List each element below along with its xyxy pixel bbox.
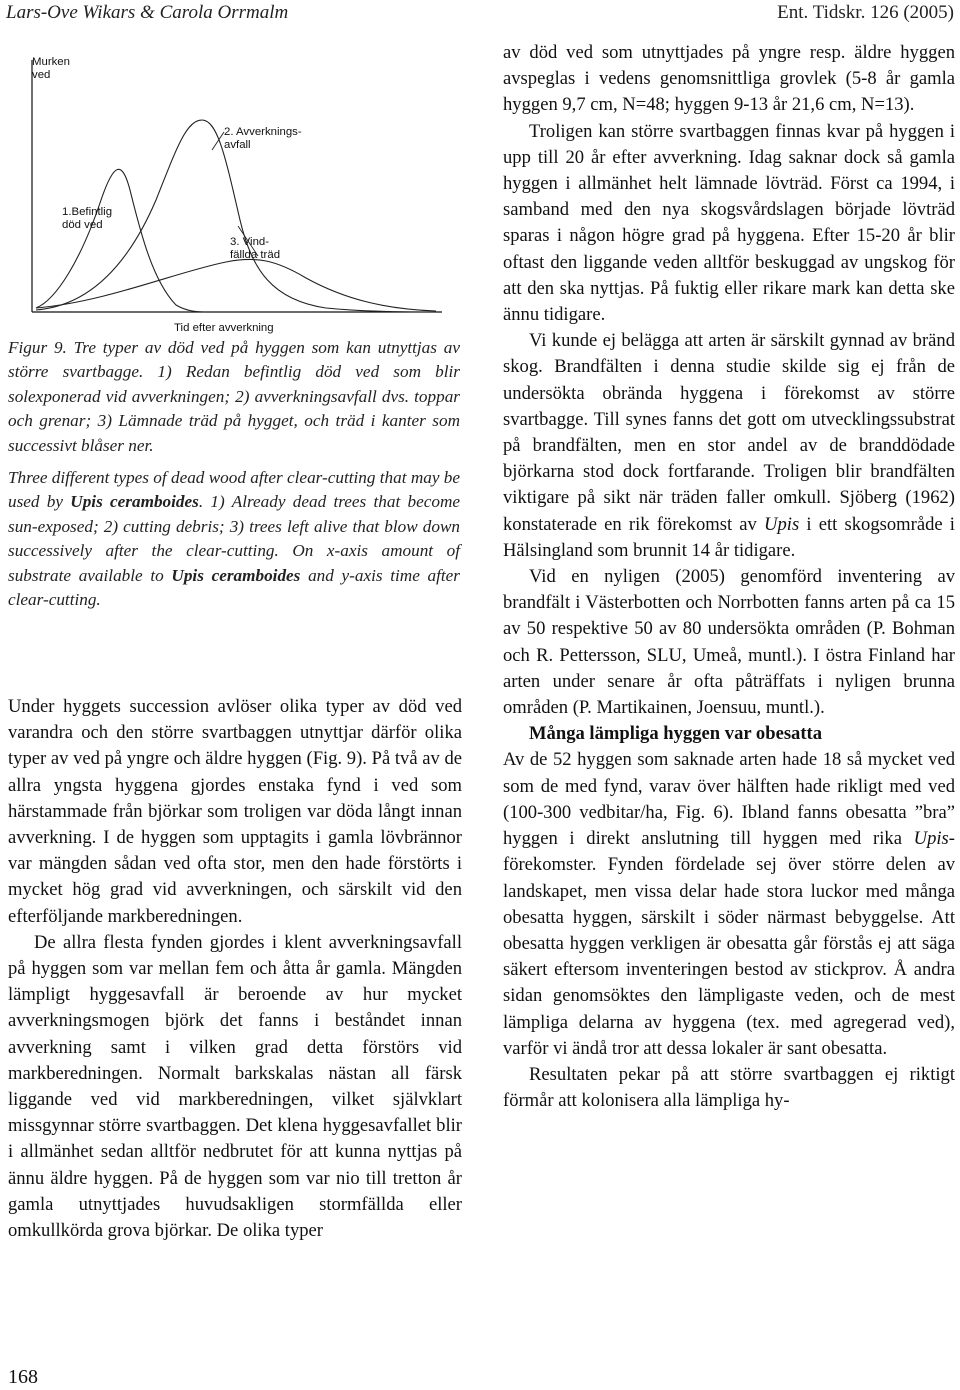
paragraph: Vid en nyligen (2005) genomförd inventering av brandfält i Västerbotten och Norrbotten fanns arten på ca 15 av 50 respektive 50 av 80 undersökta områden (P. Bohman och R. Pettersson, SLU, Umeå, muntl.). I östra Finland har arten under senare år ofta påträffats i nyligen brunna områden (P. Martikainen, Joensuu, muntl.). [503, 566, 955, 719]
paragraph: De allra flesta fynden gjordes i klent avverkningsavfall på hyggen som var mellan fem och åtta år gamla. Mängden lämpligt hyggesavfall är beroende av hur mycket avverkningsmogen björk det fanns i beståndet innan avverkning samt i vilken grad detta förstörs vid markberedningen. Normalt barkskalas nästan all färsk liggande ved vid markberedningen, vilket självklart missgynnar större svartbaggen. Det klena hyggesavfallet blir i allmänhet sedan alltför nedbrutet för att kunna nyttjas på ännu äldre hyggen. På de hyggen som var nio till tretton år gamla utnyttjades huvudsakligen stormfällda eller omkullkörda grova björkar. De olika typer [8, 931, 462, 1242]
left-column [8, 694, 462, 1244]
curve-3-label: 3. Vind- fällda träd [230, 236, 281, 261]
figure-9 [26, 50, 446, 340]
x-axis-label: Tid efter avverkning [174, 322, 274, 334]
figure-caption [8, 336, 460, 620]
figure-9-plot [26, 50, 446, 340]
section-heading: Många lämpliga hyggen var obesatta [529, 723, 823, 745]
curve-1-existing-dead-wood [36, 169, 206, 312]
curve-3-windthrown-trees [36, 259, 436, 311]
paragraph: Vi kunde ej belägga att arten är särskilt gynnad av bränd skog. Brandfälten i denna studie skilde sig ej från de undersökta obrända hyggena i förekomst av större svartbagge. Till synes fanns det gott om utvecklingssubstrat på brandfälten, men en stor andel av de branddödade björkarna stod dock fortfarande. Troligen blir brandfälten viktigare på sikt när träden faller omkull. Sjöberg (1962) konstaterade en rik förekomst av Upis i ett skogsområde i Hälsingland som brunnit 14 år tidigare. [503, 330, 955, 561]
paragraph: av död ved som utnyttjades på yngre resp. äldre hyggen avspeglas i vedens genomsnittliga grovlek (5-8 år gamla hyggen 9,7 cm, N=48; hyggen 9-13 år 21,6 cm, N=13). [503, 42, 955, 116]
paragraph: Resultaten pekar på att större svartbaggen ej riktigt förmår att kolonisera alla lämpliga hy- [503, 1063, 955, 1112]
page-number: 168 [8, 1366, 38, 1388]
paragraph: Troligen kan större svartbaggen finnas kvar på hyggen i upp till 20 år efter avverkning. Idag saknar dock så gamla hyggen i allmänhet helt lämnade lövträd. Först ca 1994, i samband med den nya skogsvårdslagen började lövträd sparas i någon högre grad på hyggena. Efter 15-20 år blir oftast den liggande veden alltför beskuggad av ungskog för att den ska nyttjas. På fuktig eller rikare mark kan detta ske ännu tidigare. [503, 120, 955, 326]
paragraph: Under hyggets succession avlöser olika typer av död ved varandra och den större svartbaggen utnyttjar därför olika typer av ved på yngre och äldre hyggen (Fig. 9). På två av de allra yngsta hyggena gjordes enstaka fynd i ved som härstammade från björkar som troligen var döda långt innan avverkning. I de hyggen som upptagits i gamla lövbrännor var mängden sådan ved ofta stor, men den hade förstörts i mycket hög grad vid avverkningen, och särskilt vid den efterföljande markberedningen. [8, 696, 462, 927]
running-header-authors: Lars-Ove Wikars & Carola Orrmalm [6, 2, 289, 23]
caption-swedish: Figur 9. Tre typer av död ved på hyggen som kan utnyttjas av större svartbagge. 1) Redan befintlig död ved som blir solexponerad vid avverkningen; 2) avverkningsavfall dvs. toppar och grenar; 3) Lämnade träd på hygget, och träd i kanter som successivt blåser ner. [8, 338, 460, 455]
curve-1-label: 1.Befintlig död ved [62, 206, 113, 231]
running-header-journal: Ent. Tidskr. 126 (2005) [777, 2, 954, 23]
right-column [503, 40, 955, 1114]
curve-2-label: 2. Avverknings- avfall [224, 126, 302, 151]
y-axis-label: Murken ved [32, 56, 70, 81]
caption-english: Three different types of dead wood after clear-cutting that may be used by Upis ceramboides. 1) Already dead trees that become sun-exposed; 2) cutting debris; 3) trees left alive that blow down successively after the clear-cutting. On x-axis amount of substrate available to Upis ceramboides and y-axis time after clear-cutting. [8, 468, 460, 610]
paragraph: Av de 52 hyggen som saknade arten hade 18 så mycket ved som de med fynd, varav över hälften hade rikligt med ved (100-300 vedbitar/ha, Fig. 6). Ibland fanns obesatta ”bra” hyggen i direkt anslutning till hyggen med rika Upis-förekomster. Fynden fördelade sej över större delen av landskapet, men vissa delar hade stora luckor med många obesatta hyggen, särskilt i söder närmast bebyggelse. Att obesatta hyggen verkligen är obesatta går förstås ej att säga säkert eftersom inventeringen bestod av stickprov. Å andra sidan genomsöktes den lämpligaste veden, och de mest lämpliga delarna av hyggena (tex. med agregerad ved), varför vi ändå tror att dessa lokaler är sant obesatta. [503, 749, 955, 1059]
